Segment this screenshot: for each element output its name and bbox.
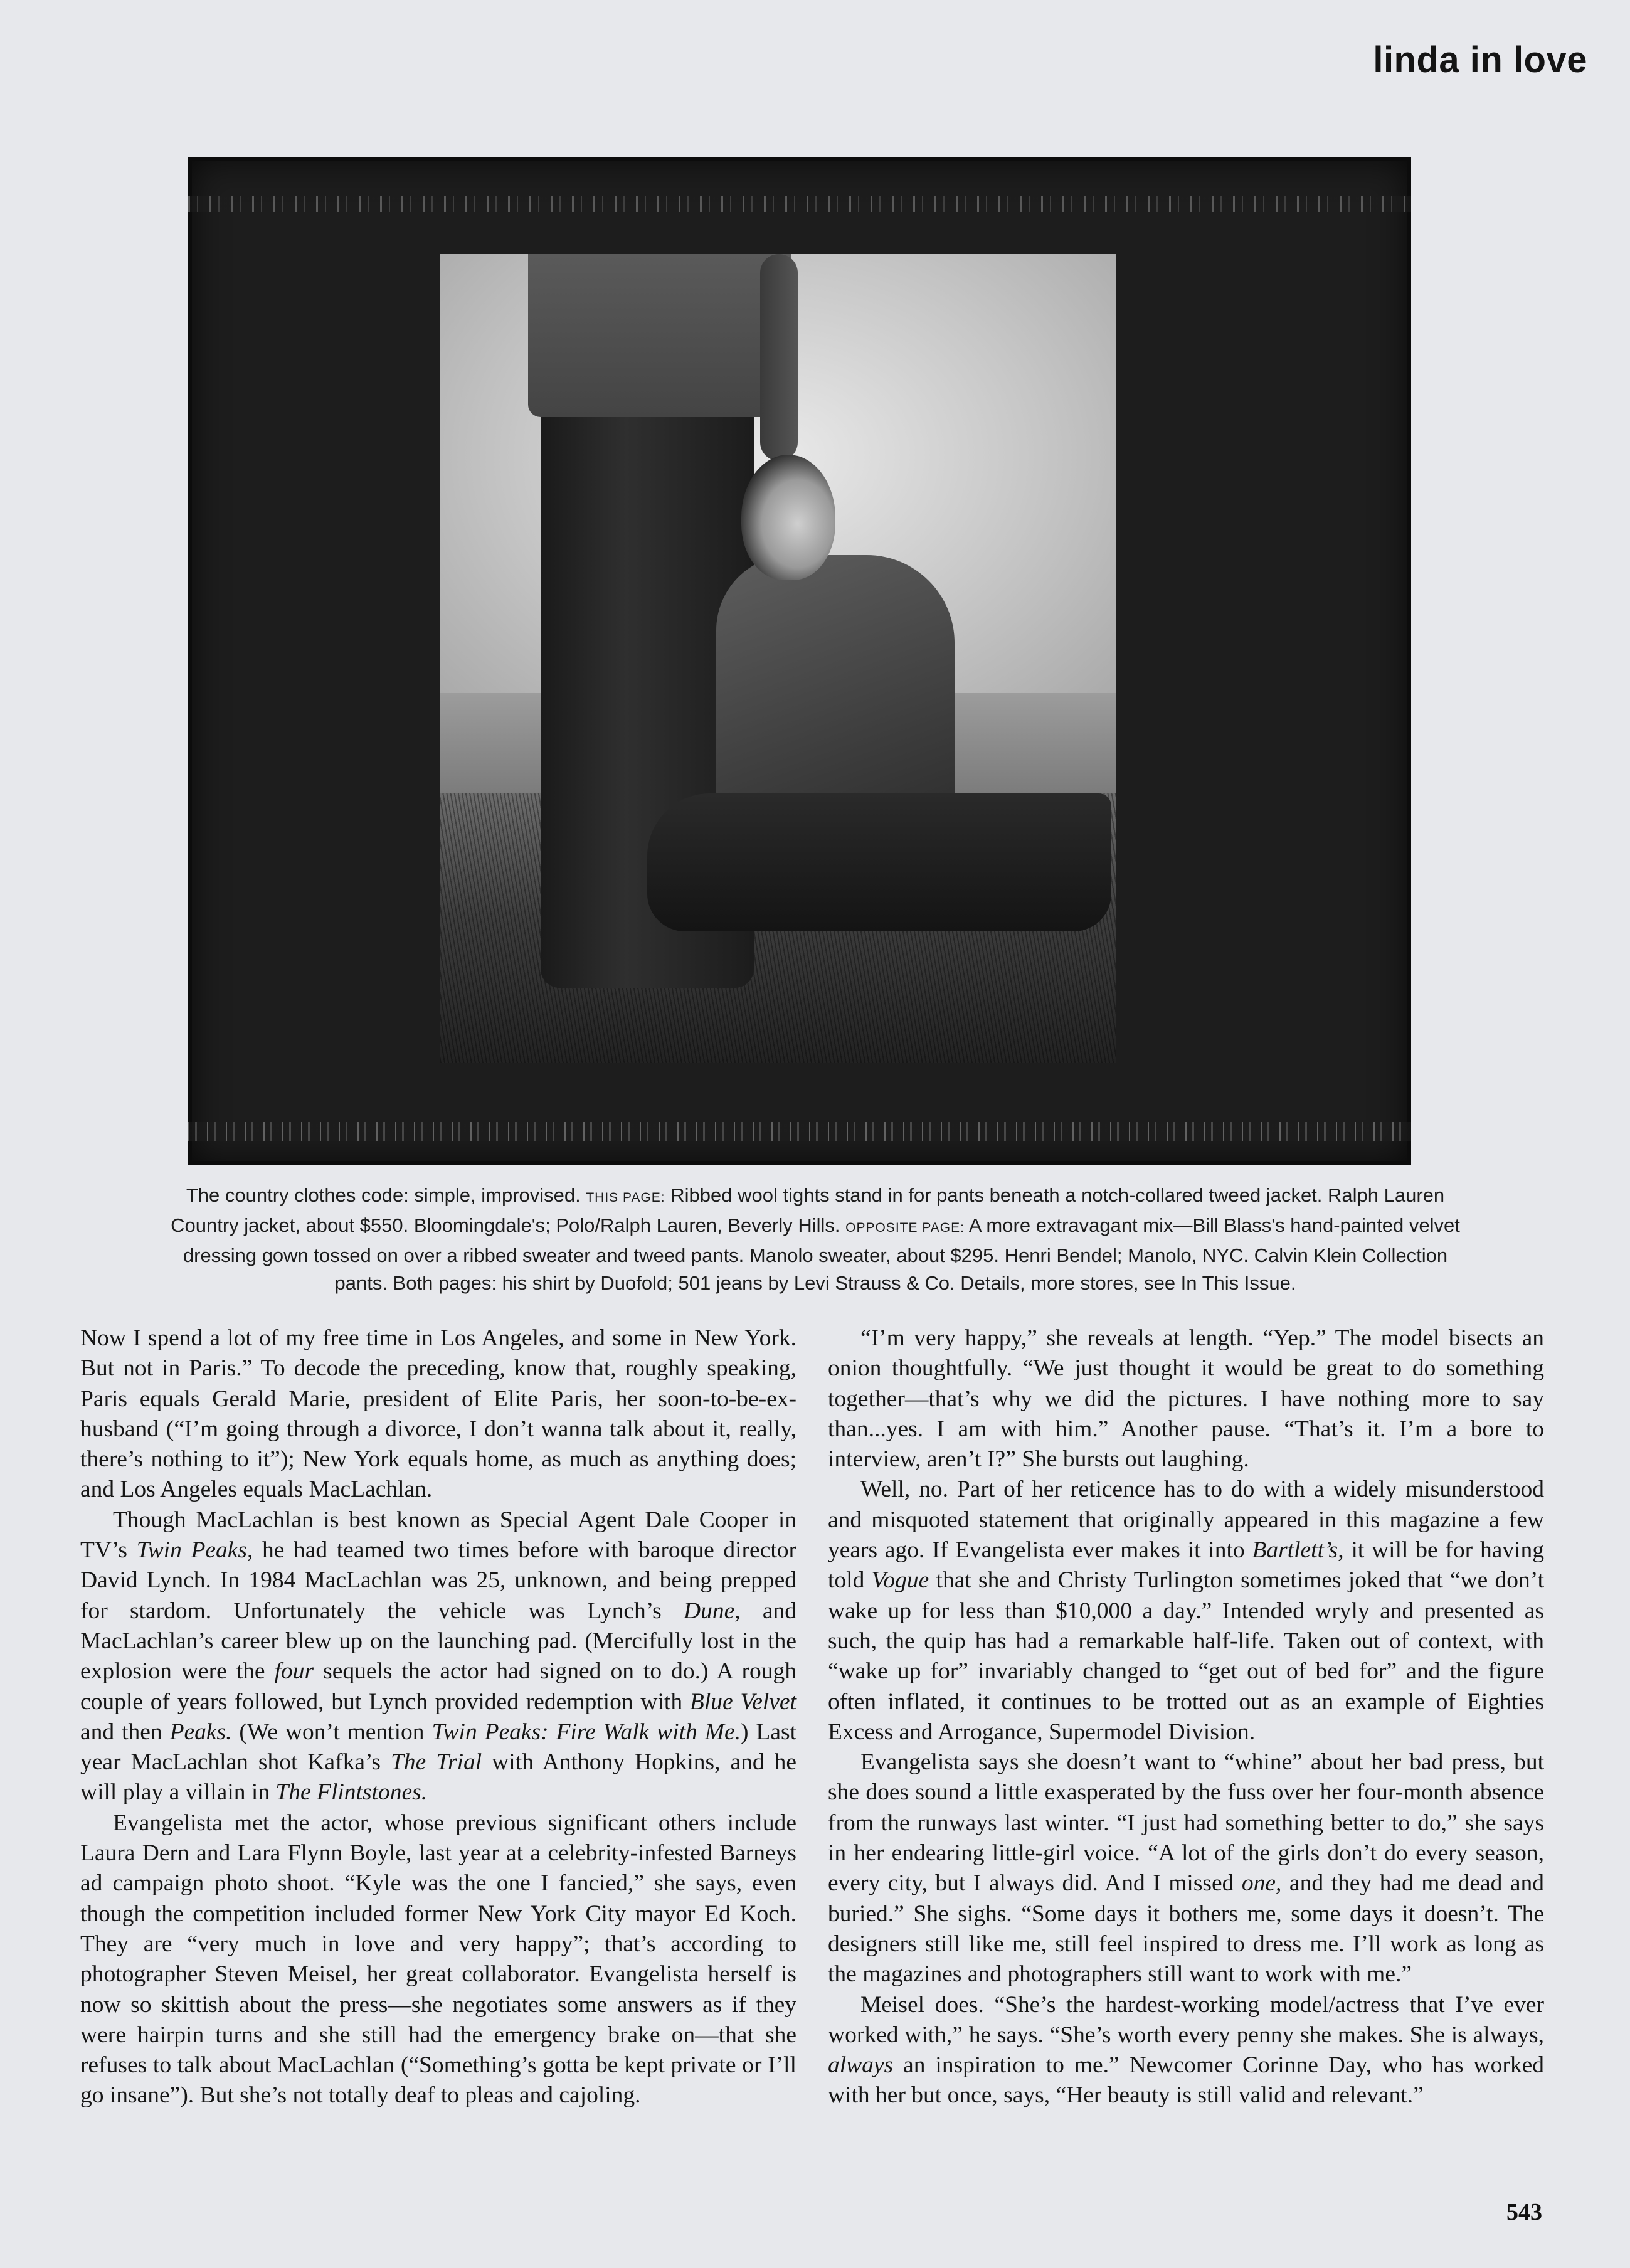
paragraph: Meisel does. “She’s the hardest-working model/actress that I’ve ever worked with,” he says. “She’s worth every penny she makes. She is always, always an inspiration to me.” Newcomer Corinne Day, who has worked with her but once, says, “Her beauty is still valid and relevant.” bbox=[828, 1991, 1544, 2109]
caption-part-1: The country clothes code: simple, improvised. bbox=[186, 1184, 586, 1206]
photo-caption bbox=[157, 1182, 1474, 1297]
photograph-frame bbox=[188, 157, 1411, 1165]
photograph bbox=[440, 254, 1116, 1063]
caption-this-page-label: THIS PAGE: bbox=[586, 1190, 665, 1205]
photo-woman-head bbox=[741, 455, 835, 580]
photo-woman-legs bbox=[647, 793, 1111, 931]
paragraph: Well, no. Part of her reticence has to do with a widely misunderstood and misquoted statement that originally appeared in this magazine a few years ago. If Evangelista ever makes it into Bartlett’s, it will be for having told Vogue that she and Christy Turlington sometimes joked that “we don’t wake up for less than $10,000 a day.” Intended wryly and presented as such, the quip has had a remarkable half-life. Taken out of context, with “wake up for” invariably changed to “get out of bed for” and the figure often inflated, it continues to be trotted out as an example of Eighties Excess and Arrogance, Supermodel Division. bbox=[828, 1476, 1545, 1745]
paragraph: “I’m very happy,” she reveals at length. “Yep.” The model bisects an onion thoughtfully. “We just thought it would be great to do something together—that’s why we did the pictures. I have nothing more to say than...yes. I am with him.” Another pause. “That’s it. I’m a bore to interview, aren’t I?” She bursts out laughing. bbox=[828, 1325, 1544, 1473]
paragraph: Evangelista says she doesn’t want to “whine” about her bad press, but she does sound a little exasperated by the fuss over her four-month absence from the runways last winter. “I just had something better to do,” she says in her endearing little-girl voice. “A lot of the girls don’t do every season, every city, but I always did. And I missed one, and they had me dead and buried.” She sighs. “Some days it bothers me, some days it doesn’t. The designers still like me, still feel inspired to dress me. I’ll work as long as the magazines and photographers still want to work with me.” bbox=[828, 1749, 1544, 1988]
right-column bbox=[828, 1323, 1544, 2111]
left-column bbox=[80, 1323, 796, 2111]
page-number: 543 bbox=[1506, 2199, 1542, 2225]
section-title: linda in love bbox=[1373, 40, 1587, 80]
caption-part-2: Ribbed wool tights stand in for pants beneath a notch-collared tweed jacket. Ralph Lauren Country jacket, about $550. Bloomingdale's; Polo/Ralph Lauren, Beverly Hills. bbox=[171, 1184, 1445, 1236]
paragraph: Now I spend a lot of my free time in Los Angeles, and some in New York. But not in Paris.” To decode the preceding, know that, roughly speaking, Paris equals Gerald Marie, president of Elite Paris, her soon-to-be-ex-husband (“I’m going through a divorce, I don’t wanna talk about it, really, there’s nothing to it”); New York equals home, as much as anything does; and Los Angeles equals MacLachlan. bbox=[80, 1325, 796, 1503]
paragraph: Evangelista met the actor, whose previous significant others include Laura Dern and Lara Flynn Boyle, last year at a celebrity-infested Barneys ad campaign photo shoot. “Kyle was the one I fancied,” she says, even though the competition included former New York City mayor Ed Koch. They are “very much in love and very happy”; that’s according to photographer Steven Meisel, her great collaborator. Evangelista herself is now so skittish about the press—she negotiates some answers as if they were hairpin turns and she still had the emergency brake on—that she refuses to talk about MacLachlan (“Something’s gotta be kept private or I’ll go insane”). But she’s not totally deaf to pleas and cajoling. bbox=[80, 1810, 796, 2109]
caption-opposite-page-label: OPPOSITE PAGE: bbox=[845, 1221, 965, 1235]
photo-man-arm bbox=[760, 254, 798, 461]
photo-man-torso bbox=[528, 254, 791, 417]
paragraph: Though MacLachlan is best known as Special Agent Dale Cooper in TV’s Twin Peaks, he had teamed two times before with baroque director David Lynch. In 1984 MacLachlan was 25, unknown, and being prepped for stardom. Unfortunately the vehicle was Lynch’s Dune, and MacLachlan’s career blew up on the launching pad. (Mercifully lost in the explosion were the four sequels the actor had signed on to do.) A rough couple of years followed, but Lynch provided redemption with Blue Velvet and then Peaks. (We won’t mention Twin Peaks: Fire Walk with Me.) Last year MacLachlan shot Kafka’s The Trial with Anthony Hopkins, and he will play a villain in The Flintstones. bbox=[80, 1507, 797, 1806]
caption-part-3: A more extravagant mix—Bill Blass's hand-painted velvet dressing gown tossed on over a ribbed sweater and tweed pants. Manolo sweater, about $295. Henri Bendel; Manolo, NYC. Calvin Klein Collection pants. Both pages: his shirt by Duofold; 501 jeans by Levi Strauss & Co. Details, more stores, see In This Issue. bbox=[183, 1214, 1460, 1294]
